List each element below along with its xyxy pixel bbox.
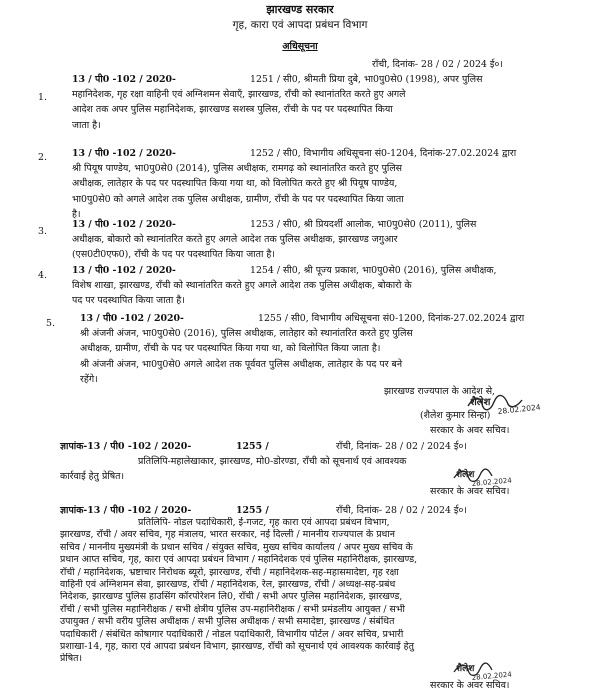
memo-line: प्रतिलिपि-महालेखाकार, झारखण्ड, मो0-डोरण्डा, राँची को सूचनार्थ एवं आवश्यक — [138, 456, 407, 467]
order-line: आदेश तक अपर पुलिस महानिदेशक, झारखण्ड सशस्त्र पुलिस, राँची के पद पर पदस्थापित किया — [72, 104, 393, 116]
order-line: (एस0टी0एफ0), राँची के पद पर पदस्थापित किया जाता है। — [72, 249, 275, 261]
memo-line: राँची / सभी पुलिस महानिरीक्षक / सभी क्षेत्रीय पुलिस उप-महानिरीक्षक / सभी प्रमंडलीय आयुक्त / सभी — [60, 603, 405, 615]
order-number: 3. — [38, 226, 47, 237]
order-number: 5. — [46, 318, 55, 329]
order-line: अधीक्षक, बोकारो को स्थानांतरित करते हुए अगले आदेश तक पुलिस अधीक्षक, झारखण्ड जगुआर — [72, 234, 398, 246]
memo-line: सचिव / माननीय मुख्यमंत्री के प्रधान सचिव / संयुक्त सचिव, मुख्य सचिव कार्यालय / अपर मुख्य सचिव के — [60, 541, 413, 553]
memo-line: झारखण्ड, राँची / अवर सचिव, गृह मंत्रालय, भारत सरकार, नई दिल्ली / माननीय राज्यपाल के प्रधान — [60, 529, 395, 541]
memo-line: पदाधिकारी / संबंधित कोषागार पदाधिकारी / नोडल पदाधिकारी, विभागीय पोर्टल / अवर सचिव, प्रभारी — [60, 628, 404, 640]
order-line: श्री अंजनी अंजन, भा0पु0से0 अगले आदेश तक पूर्ववत पुलिस अधीक्षक, लातेहार के पद पर बने — [80, 358, 403, 370]
order-ref: 13 / पी0 -102 / 2020- — [72, 74, 176, 85]
order-line: जाता है। — [72, 119, 101, 131]
notification-title: अधिसूचना — [282, 41, 318, 52]
memo-body — [60, 517, 585, 666]
government-heading: झारखण्ड सरकार — [266, 3, 334, 16]
memo-label: ज्ञापांक-13 / पी0 -102 / 2020- — [60, 441, 192, 452]
order-body — [80, 311, 585, 387]
signature-date: 28.02.2024 — [497, 402, 541, 416]
memo-label: ज्ञापांक-13 / पी0 -102 / 2020- — [60, 505, 192, 516]
order-body — [72, 72, 582, 133]
signature-date: 28.02.2024 — [471, 476, 513, 488]
order-number: 4. — [38, 270, 47, 281]
signature-date: 28.02.2024 — [471, 670, 513, 682]
memo-line: कार्रवाई हेतु प्रेषित। — [60, 471, 125, 483]
notification-date: राँची, दिनांक- 28 / 02 / 2024 ई०। — [372, 59, 503, 70]
order-line: श्री पियूष पाण्डेय, भा0पु0से0 (2014), पुलिस अधीक्षक, रामगढ़ को स्थानांतरित करते हुए पुलिस — [72, 163, 403, 175]
order-body — [72, 263, 582, 309]
memo-line: वाहिनी एवं अग्निशमन सेवा, झारखण्ड, राँची / महानिदेशक, रेल, झारखण्ड, राँची / अध्यक्ष-सह-प्रबंध — [60, 579, 396, 591]
order-line: 1253 / सी0, श्री प्रियदर्शी आलोक, भा0पु0से0 (2011), पुलिस — [250, 219, 477, 230]
order-ref: 13 / पी0 -102 / 2020- — [80, 313, 184, 324]
order-line: रहेंगे। — [80, 373, 98, 385]
order-body — [72, 217, 582, 263]
memo-number: 1255 / — [236, 505, 269, 516]
signature-lettering: शैलेश — [456, 664, 475, 674]
memo-line: प्रधान आप्त सचिव, गृह, कारा एवं आपदा प्रबंधन विभाग / महानिदेशक एवं पुलिस महानिरीक्षक, झारखण्ड, — [60, 554, 418, 566]
order-ref: 13 / पी0 -102 / 2020- — [72, 148, 176, 159]
memo-line: उपायुक्त / सभी वरीय पुलिस अधीक्षक / सभी पुलिस अधीक्षक / सभी समादेष्टा, झारखण्ड / संबंधित — [60, 616, 395, 628]
memo-line: प्रतिलिपि- नोडल पदाधिकारी, ई-गजट, गृह कारा एवं आपदा प्रबंधन विभाग, — [138, 517, 390, 528]
memo-designation: सरकार के अवर सचिव। — [430, 680, 510, 691]
order-line: महानिदेशक, गृह रक्षा वाहिनी एवं अग्निशमन सेवाएँ, झारखण्ड, राँची को स्थानांतरित करते हुए अगले — [72, 89, 406, 101]
memo-number: 1255 / — [236, 441, 269, 452]
memo-line: प्रेषित। — [60, 653, 83, 665]
order-line: 1254 / सी0, श्री पूज्य प्रकाश, भा0पु0से0 (2016), पुलिस अधीक्षक, — [250, 265, 497, 276]
memo-designation: सरकार के अवर सचिव। — [430, 486, 510, 497]
order-line: भा0पु0से0 को अगले आदेश तक पुलिस अधीक्षक, ग्रामीण, राँची के पद पर पदस्थापित किया जाता — [72, 193, 404, 205]
order-line: 1252 / सी0, विभागीय अधिसूचना सं0-1204, दिनांक-27.02.2024 द्वारा — [250, 148, 517, 159]
memo-line: प्रशाखा-14, गृह, कारा एवं आपदा प्रबंधन विभाग, झारखण्ड, राँची को सूचनार्थ एवं आवश्यक कार्रवाई हेतु — [60, 641, 414, 653]
order-ref: 13 / पी0 -102 / 2020- — [72, 265, 176, 276]
department-heading: गृह, कारा एवं आपदा प्रबंधन विभाग — [232, 19, 368, 31]
order-body — [72, 146, 582, 222]
order-line: 1251 / सी0, श्रीमती प्रिया दुबे, भा0पु0से0 (1998), अपर पुलिस — [250, 74, 483, 85]
memo-line: निदेशक, झारखण्ड पुलिस हाउसिंग कॉरपोरेशन लि0, राँची / सभी अपर पुलिस महानिदेशक, झारखण्ड, — [60, 591, 403, 603]
memo-date: राँची, दिनांक- 28 / 02 / 2024 ई०। — [336, 505, 467, 516]
order-line: अधीक्षक, लातेहार के पद पर पदस्थापित किया गया था, को विलोपित करते हुए श्री पियूष पाण्डेय, — [72, 178, 398, 190]
order-line: विशेष शाखा, झारखण्ड, राँची को स्थानांतरित करते हुए अगले आदेश तक पुलिस अधीक्षक, बोकारो के — [72, 280, 412, 292]
order-number: 1. — [38, 92, 47, 103]
order-line: अधीक्षक, ग्रामीण, राँची के पद पर पदस्थापित किया गया था, को विलोपित किया जाता है। — [80, 343, 381, 355]
order-ref: 13 / पी0 -102 / 2020- — [72, 219, 176, 230]
order-line: है। — [72, 208, 81, 220]
memo-line: राँची / महानिदेशक, भ्रष्टाचार निरोधक ब्यूरो, झारखण्ड, राँची / महानिदेशक-सह-महासमादेष्टा, गृह रक्षा — [60, 566, 399, 578]
memo-date: राँची, दिनांक- 28 / 02 / 2024 ई०। — [336, 441, 467, 452]
signatory-name: (शैलेश कुमार सिन्हा) — [420, 410, 491, 421]
by-order-line: झारखण्ड राज्यपाल के आदेश से, — [384, 386, 496, 397]
signatory-designation: सरकार के अवर सचिव। — [430, 425, 510, 436]
order-line: श्री अंजनी अंजन, भा0पु0से0 (2016), पुलिस अधीक्षक, लातेहार को स्थानांतरित करते हुए पुलिस — [80, 328, 413, 340]
order-number: 2. — [38, 152, 47, 163]
order-line: 1255 / सी0, विभागीय अधिसूचना सं0-1200, दिनांक-27.02.2024 द्वारा — [258, 313, 525, 324]
signature-lettering: शैलेश — [470, 397, 491, 408]
order-line: पद पर पदस्थापित किया जाता है। — [72, 295, 185, 307]
signature-lettering: शैलेश — [456, 470, 475, 480]
